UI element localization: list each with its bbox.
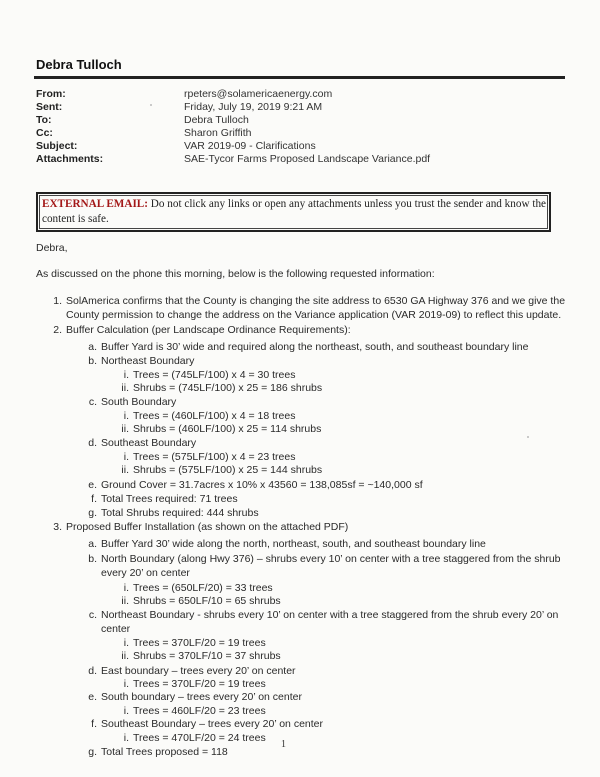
list-item: Total Trees proposed = 118: [101, 746, 228, 758]
list-marker: 2.: [53, 324, 62, 336]
list-marker: i.: [123, 582, 129, 594]
from-value: rpeters@solamericaenergy.com: [184, 88, 333, 100]
external-email-label: EXTERNAL EMAIL:: [42, 198, 148, 210]
list-marker: a.: [88, 538, 97, 550]
subject-value: VAR 2019-09 - Clarifications: [184, 140, 316, 152]
sent-value: Friday, July 19, 2019 9:21 AM: [184, 101, 323, 113]
list-marker: i.: [123, 637, 129, 649]
list-marker: g.: [88, 507, 97, 519]
list-marker: i.: [123, 451, 129, 463]
sender-name: Debra Tulloch: [36, 57, 122, 72]
list-marker: f.: [91, 718, 97, 730]
list-item: Trees = 370LF/20 = 19 trees: [133, 637, 266, 649]
list-item: Shrubs = (460LF/100) x 25 = 114 shrubs: [133, 423, 322, 435]
list-marker: c.: [88, 609, 97, 621]
list-marker: c.: [88, 396, 97, 408]
list-item: Buffer Yard is 30’ wide and required along the northeast, south, and southeast boundary line: [101, 341, 529, 353]
list-item: Total Trees required: 71 trees: [101, 493, 238, 505]
to-value: Debra Tulloch: [184, 114, 249, 126]
scan-speck: [527, 436, 529, 438]
list-item: Trees = 370LF/20 = 19 trees: [133, 678, 266, 690]
list-item: Ground Cover = 31.7acres x 10% x 43560 = 138,085sf = ~140,000 sf: [101, 479, 423, 491]
list-item: Northeast Boundary: [101, 355, 195, 367]
list-marker: ii.: [121, 650, 129, 662]
list-marker: f.: [91, 493, 97, 505]
list-item: East boundary – trees every 20’ on center: [101, 665, 296, 677]
list-item: County permission to change the address on the Variance application (VAR 2019-09) to reflect this update.: [66, 309, 562, 321]
from-label: From:: [36, 88, 66, 100]
attachments-label: Attachments:: [36, 153, 104, 165]
scan-speck: [150, 104, 152, 106]
list-item: Proposed Buffer Installation (as shown on the attached PDF): [66, 521, 349, 533]
list-marker: b.: [88, 553, 97, 565]
external-email-message: Do not click any links or open any attachments unless you trust the sender and know the content is safe.: [42, 198, 547, 225]
list-item: Shrubs = (575LF/100) x 25 = 144 shrubs: [133, 464, 323, 476]
list-item: Trees = (650LF/20) = 33 trees: [133, 582, 273, 594]
list-item: Trees = 460LF/20 = 23 trees: [133, 705, 266, 717]
list-marker: 1.: [53, 295, 62, 307]
subject-label: Subject:: [36, 140, 78, 152]
list-marker: i.: [123, 410, 129, 422]
list-item: Buffer Calculation (per Landscape Ordinance Requirements):: [66, 324, 351, 336]
list-marker: i.: [123, 678, 129, 690]
list-item: Northeast Boundary - shrubs every 10’ on center with a tree staggered from the shrub every 20’ on: [101, 609, 559, 621]
list-item: Buffer Yard 30’ wide along the north, northeast, south, and southeast boundary line: [101, 538, 486, 550]
list-item: Trees = (575LF/100) x 4 = 23 trees: [133, 451, 296, 463]
list-item: South boundary – trees every 20’ on center: [101, 691, 302, 703]
list-item: Southeast Boundary – trees every 20’ on center: [101, 718, 323, 730]
list-marker: d.: [88, 437, 97, 449]
list-item: Total Shrubs required: 444 shrubs: [101, 507, 259, 519]
list-item: Southeast Boundary: [101, 437, 197, 449]
attachment-link[interactable]: SAE-Tycor Farms Proposed Landscape Variance.pdf: [184, 153, 431, 165]
list-item: Trees = (460LF/100) x 4 = 18 trees: [133, 410, 296, 422]
page-number: 1: [281, 739, 286, 750]
list-item: every 20’ on center: [101, 567, 190, 579]
list-marker: b.: [88, 355, 97, 367]
list-marker: d.: [88, 665, 97, 677]
list-marker: ii.: [121, 423, 129, 435]
list-marker: 3.: [53, 521, 62, 533]
list-marker: ii.: [121, 595, 129, 607]
list-marker: i.: [123, 705, 129, 717]
list-marker: e.: [88, 479, 97, 491]
list-item: Shrubs = 650LF/10 = 65 shrubs: [133, 595, 281, 607]
list-item: Shrubs = 370LF/10 = 37 shrubs: [133, 650, 281, 662]
header-rule: [34, 76, 565, 79]
greeting: Debra,: [36, 242, 68, 254]
list-item: North Boundary (along Hwy 376) – shrubs every 10’ on center with a tree staggered from the shrub: [101, 553, 561, 565]
cc-value: Sharon Griffith: [184, 127, 252, 139]
intro-line: As discussed on the phone this morning, below is the following requested information:: [36, 268, 435, 280]
list-item: South Boundary: [101, 396, 177, 408]
list-marker: g.: [88, 746, 97, 758]
list-marker: i.: [123, 732, 129, 744]
cc-label: Cc:: [36, 127, 53, 139]
to-label: To:: [36, 114, 52, 126]
list-item: Trees = (745LF/100) x 4 = 30 trees: [133, 369, 296, 381]
list-marker: a.: [88, 341, 97, 353]
list-item: Shrubs = (745LF/100) x 25 = 186 shrubs: [133, 382, 323, 394]
list-item: center: [101, 623, 131, 635]
list-item: SolAmerica confirms that the County is changing the site address to 6530 GA Highway 376 and we give the: [66, 295, 566, 307]
list-marker: ii.: [121, 464, 129, 476]
list-marker: e.: [88, 691, 97, 703]
list-item: Trees = 470LF/20 = 24 trees: [133, 732, 266, 744]
external-email-warning: [36, 192, 551, 232]
sent-label: Sent:: [36, 101, 63, 113]
list-marker: ii.: [121, 382, 129, 394]
list-marker: i.: [123, 369, 129, 381]
external-email-text: [42, 197, 546, 227]
